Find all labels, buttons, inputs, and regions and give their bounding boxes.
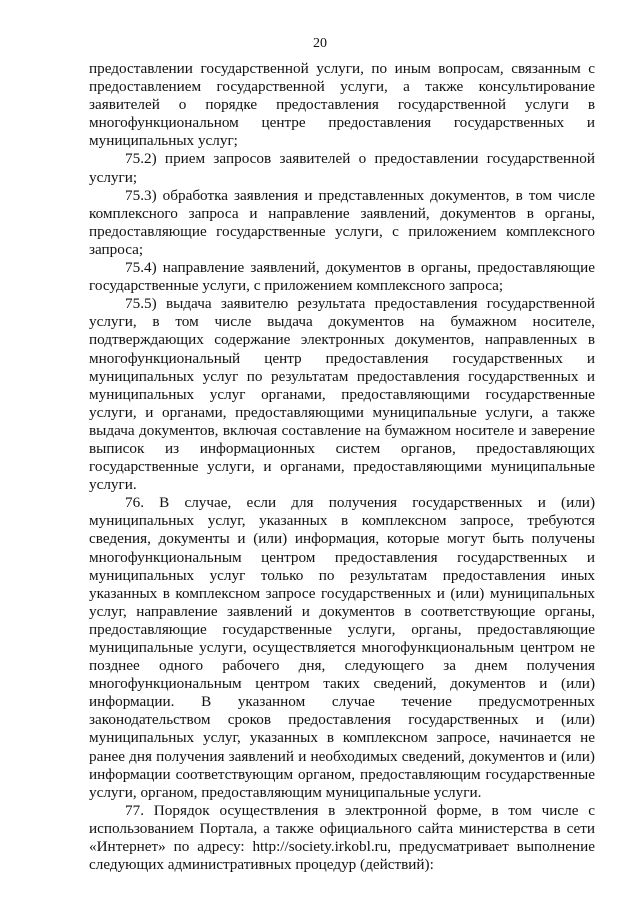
paragraph-75-4: 75.4) направление заявлений, документов в органы, предоставляющие государственные услуги, с приложением комплексного запроса; (89, 259, 595, 295)
document-body (89, 60, 595, 874)
paragraph-75-3: 75.3) обработка заявления и представленных документов, в том числе комплексного запроса и направление заявлений, документов в органы, предоставляющие государственные услуги, с приложением комплексного запроса; (89, 186, 595, 258)
paragraph-75-2: 75.2) прием запросов заявителей о предоставлении государственной услуги; (89, 150, 595, 186)
paragraph-continuation: предоставлении государственной услуги, по иным вопросам, связанным с предоставлением государственной услуги, а также консультирование заявителей о порядке предоставления государственной услуги в многофункциональном центре предоставления государственных и муниципальных услуг; (89, 60, 595, 150)
paragraph-77: 77. Порядок осуществления в электронной форме, в том числе с использованием Портала, а также официального сайта министерства в сети «Интернет» по адресу: http://society.irkobl.ru, предусматривает выполнение следующих административных процедур (действий): (89, 801, 595, 874)
paragraph-76: 76. В случае, если для получения государственных и (или) муниципальных услуг, указанных в комплексном запросе, требуются сведения, документы и (или) информация, которые могут быть получены многофункциональным центром предоставления государственных и муниципальных услуг только по результатам предоставления иных указанных в комплексном запросе государственных и (или) муниципальных услуг, направление заявлений и документов в соответствующие органы, предоставляющие государственные услуги, органы, предоставляющие муниципальные услуги, осуществляется многофункциональным центром не позднее одного рабочего дня, следующего за днем получения многофункциональным центром таких сведений, документов и (или) информации. В указанном случае течение предусмотренных законодательством сроков предоставления государственных и (или) муниципальных услуг, указанных в комплексном запросе, начинается не ранее дня получения заявлений и необходимых сведений, документов и (или) информации соответствующим органом, предоставляющим государственные услуги, органом, предоставляющим муниципальные услуги. (89, 494, 595, 801)
page-number: 20 (313, 36, 327, 51)
paragraph-75-5: 75.5) выдача заявителю результата предоставления государственной услуги, в том числе выдача документов на бумажном носителе, подтверждающих содержание электронных документов, направленных в многофункциональный центр предоставления государственных и муниципальных услуг по результатам предоставления государственных и муниципальных услуг органами, предоставляющими государственные услуги, и органами, предоставляющими муниципальные услуги, а также выдача документов, включая составление на бумажном носителе и заверение выписок из информационных систем органов, предоставляющих государственные услуги, и органами, предоставляющими муниципальные услуги. (89, 295, 595, 494)
